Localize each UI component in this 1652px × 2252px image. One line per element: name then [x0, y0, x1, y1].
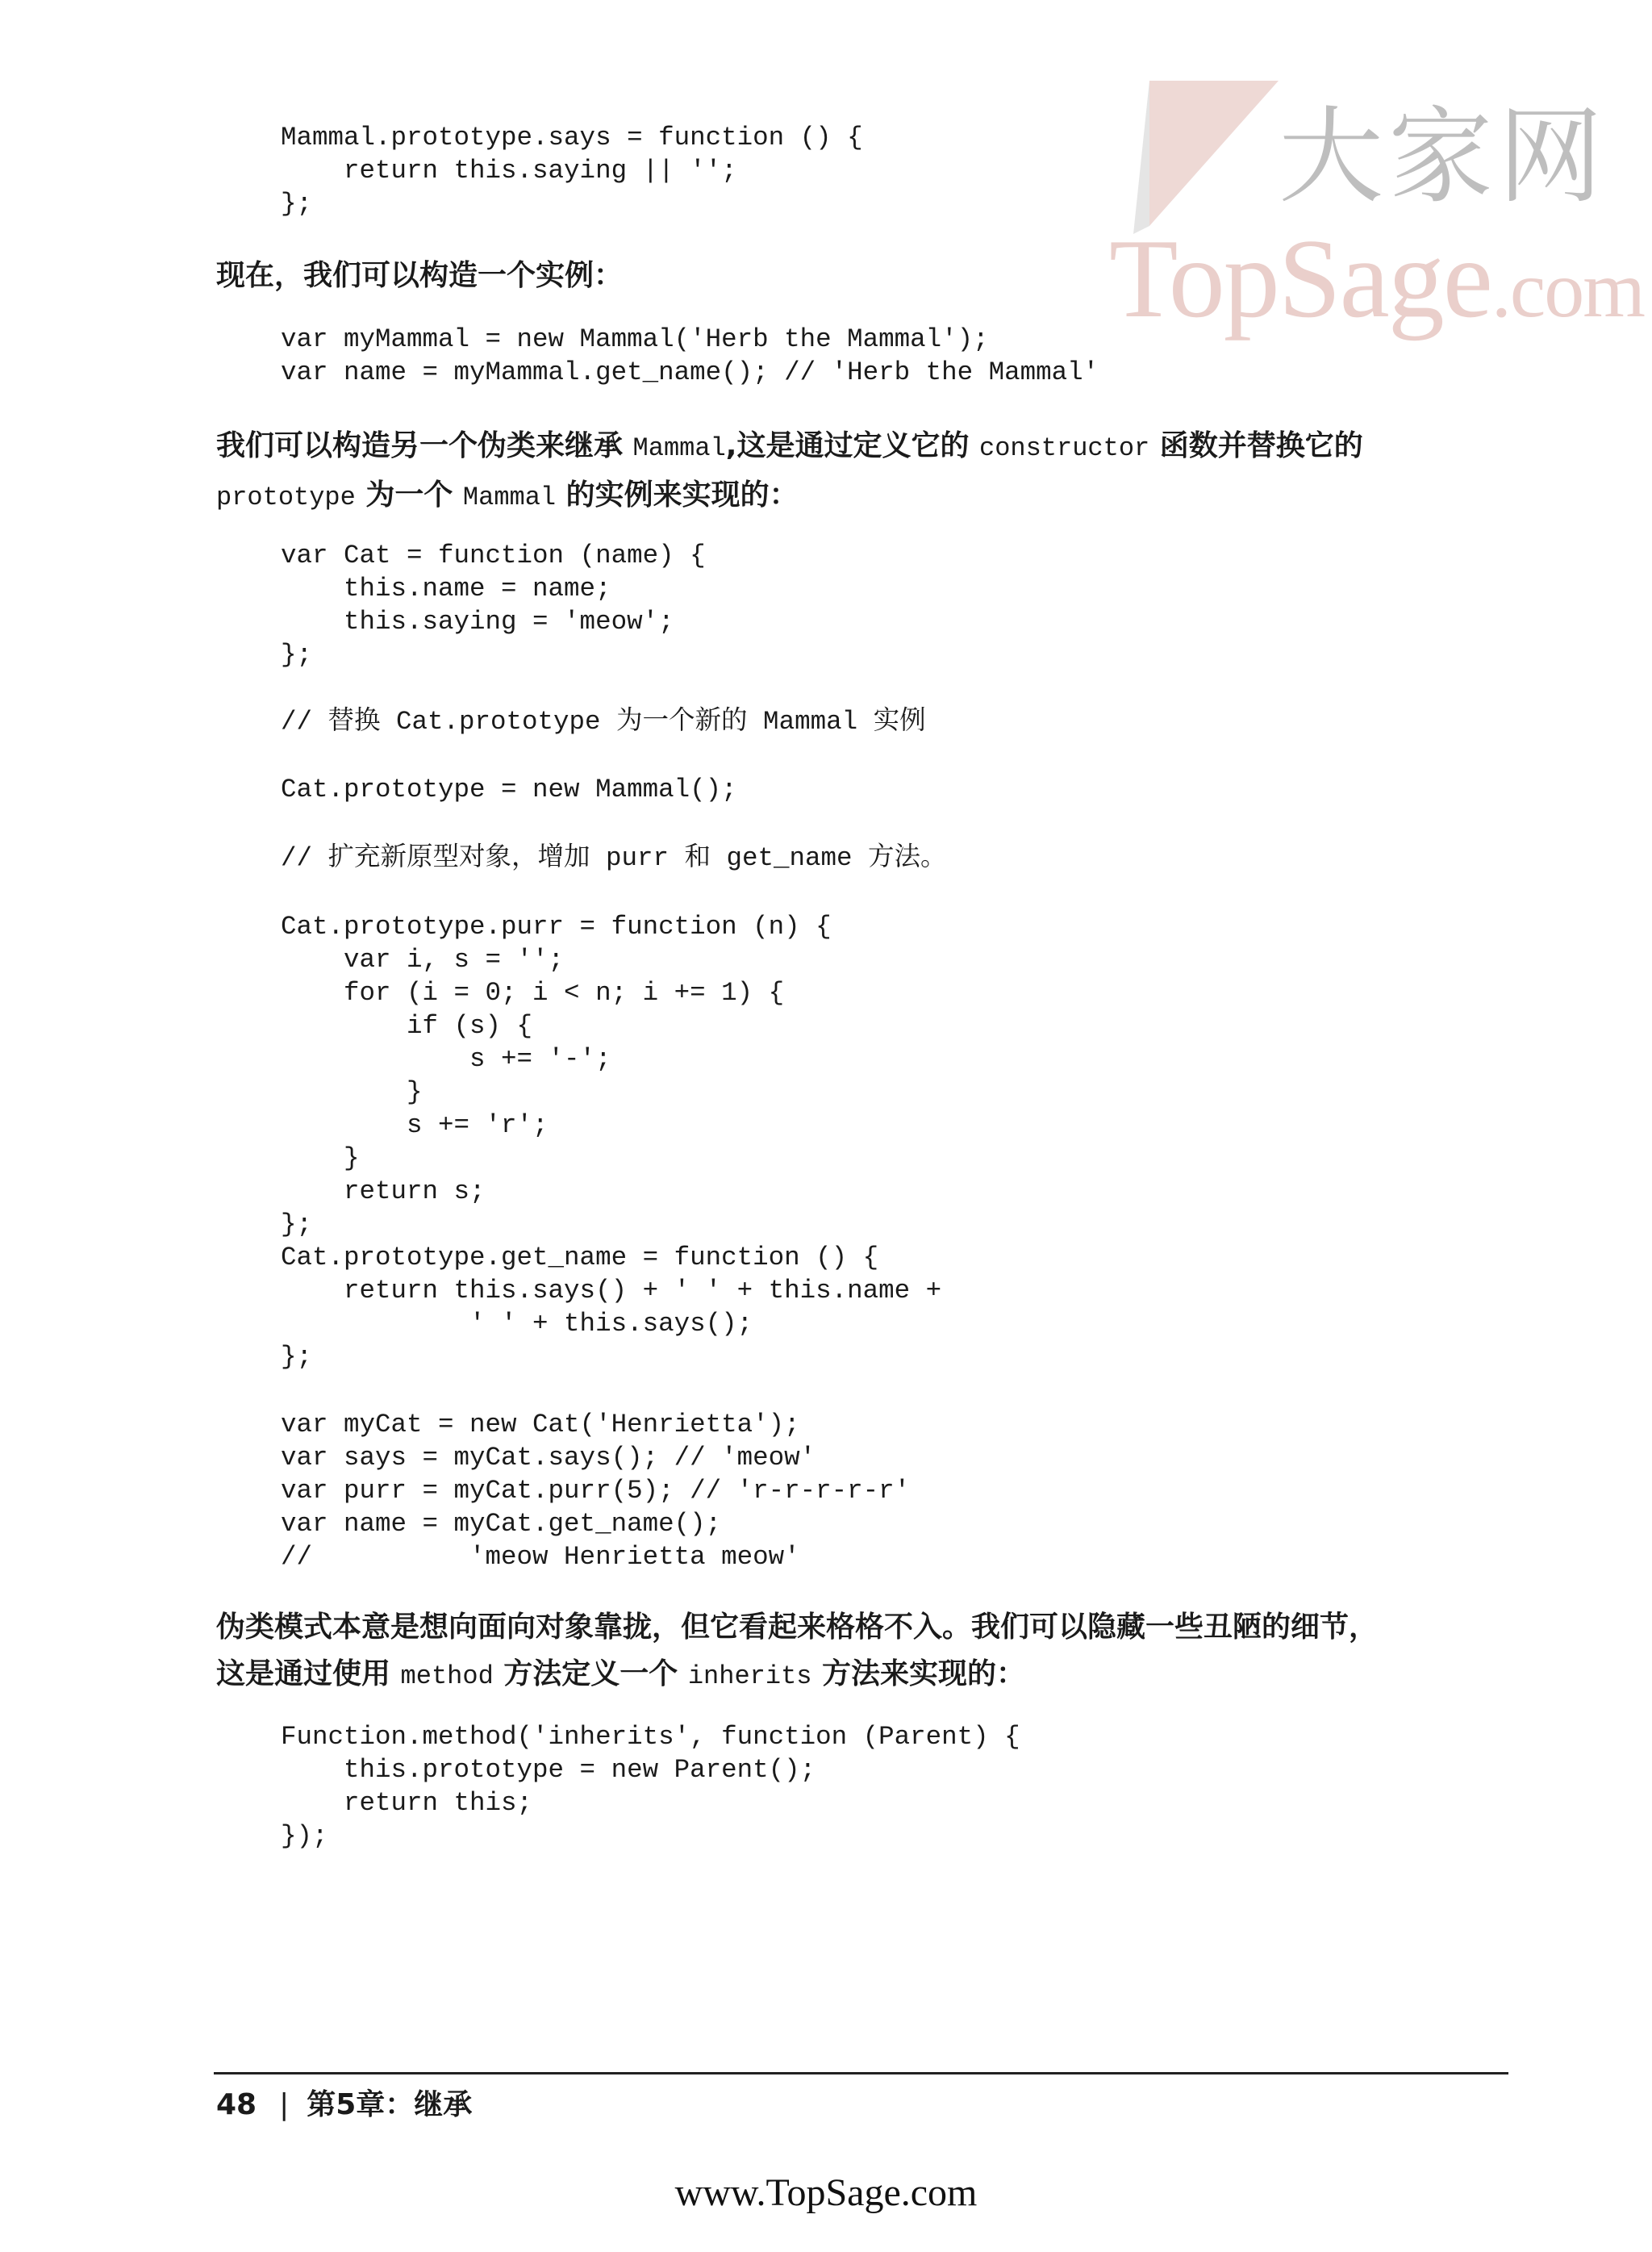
site-url: www.TopSage.com — [674, 2171, 978, 2214]
p2-text-d: 为一个 — [355, 478, 463, 512]
p2-code-mammal: Mammal — [632, 433, 726, 463]
p3-code-inherits: inherits — [687, 1661, 812, 1691]
chapter-title: 第5章：继承 — [307, 2088, 473, 2121]
code-block-mymammal: var myMammal = new Mammal('Herb the Mammal'); var name = myMammal.get_name(); // 'Herb the Mammal' — [281, 324, 1099, 387]
p3-text-c: 方法定义一个 — [493, 1657, 688, 1690]
p2-text-e: 的实例来实现的： — [556, 478, 799, 512]
code-block-mycat: var myCat = new Cat('Henrietta'); var says = myCat.says(); // 'meow' var purr = myCat.purr(5); // 'r-r-r-r-r' var name = myCat.get_name(); // 'meow Henrietta meow' — [281, 1410, 911, 1572]
code-block-cat-methods: Cat.prototype.purr = function (n) { var i, s = ''; for (i = 0; i < n; i += 1) { if (s) { s += '-'; } s += 'r'; } return s; }; Cat.prototype.get_name = function () { return this.says() + ' ' + this.name + ' ' + this.says(); }; — [281, 912, 942, 1372]
paragraph-inherits-method — [216, 1604, 1507, 1700]
code-block-cat-prototype-assign: Cat.prototype = new Mammal(); — [281, 775, 737, 804]
p3-text-a: 伪类模式本意是想向面向对象靠拢，但它看起来格格不入。我们可以隐藏一些丑陋的细节， — [216, 1611, 1379, 1644]
p3-code-method: method — [400, 1661, 494, 1691]
p2-code-prototype: prototype — [216, 483, 356, 512]
paragraph-pseudoclass-inherit — [216, 423, 1507, 521]
p2-code-constructor: constructor — [978, 433, 1150, 463]
footer-separator: | — [279, 2088, 290, 2121]
watermark-chinese-text: 大家网 — [1279, 95, 1608, 218]
topsage-logo-icon — [1117, 65, 1287, 234]
p2-text-a: 我们可以构造另一个伪类来继承 — [216, 429, 633, 462]
watermark-domain-suffix: .com — [1491, 244, 1645, 334]
p2-code-mammal-2: Mammal — [462, 483, 557, 512]
paragraph-construct-instance: 现在，我们可以构造一个实例： — [216, 259, 624, 292]
p3-text-b: 这是通过使用 — [216, 1657, 401, 1690]
p3-text-d: 方法来实现的： — [811, 1657, 1026, 1690]
watermark-brand: TopSage — [1109, 216, 1491, 341]
p2-text-c: 函数并替换它的 — [1149, 429, 1363, 462]
footer-divider — [214, 2072, 1508, 2074]
p2-text-b: ,这是通过定义它的 — [725, 429, 979, 462]
page-footer — [216, 2082, 472, 2123]
code-block-function-inherits: Function.method('inherits', function (Parent) { this.prototype = new Parent(); return this; }); — [281, 1722, 1020, 1851]
code-comment-replace-prototype: // 替换 Cat.prototype 为一个新的 Mammal 实例 — [281, 707, 926, 737]
page-number: 48 — [216, 2088, 257, 2121]
code-comment-extend-prototype: // 扩充新原型对象，增加 purr 和 get_name 方法。 — [281, 843, 947, 873]
code-block-mammal-says: Mammal.prototype.says = function () { return this.saying || ''; }; — [281, 123, 863, 219]
code-block-cat-constructor: var Cat = function (name) { this.name = name; this.saying = 'meow'; }; — [281, 541, 706, 670]
